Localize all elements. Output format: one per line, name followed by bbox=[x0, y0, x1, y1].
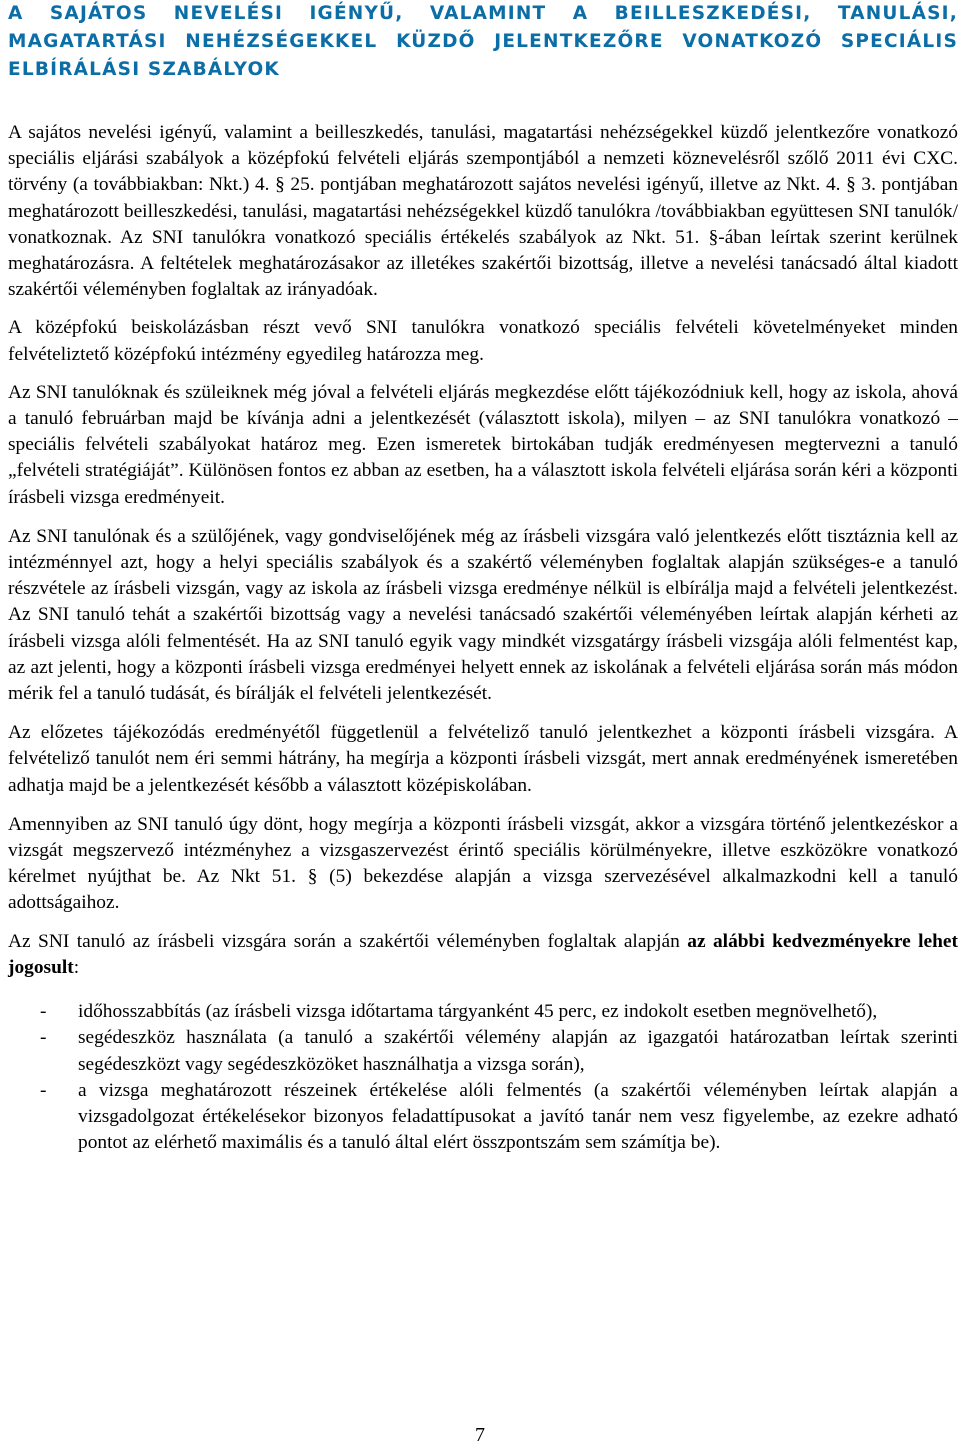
list-item bbox=[8, 1078, 958, 1157]
list-dash: - bbox=[40, 1027, 47, 1049]
benefits-intro-text: Az SNI tanuló az írásbeli vizsgára során a szakértői véleményben foglaltak alapján bbox=[8, 930, 688, 952]
paragraph-exam-request: Amennyiben az SNI tanuló úgy dönt, hogy megírja a központi írásbeli vizsgát, akkor a vizsgára történő jelentkezéskor a vizsgát megszervező intézményhez a vizsgaszervezést érintő speciális körülményekre, illetve eszközökre vonatkozó kérelmet nyújthat be. Az Nkt 51. § (5) bekezdése alapján a vizsga szervezésével alkalmazkodni kell a tanuló adottságaihoz. bbox=[8, 813, 958, 914]
paragraph-benefits-intro bbox=[8, 929, 958, 981]
paragraph-exam-exemption: Az SNI tanulónak és a szülőjének, vagy gondviselőjének még az írásbeli vizsgára való jelentkezés előtt tisztáznia kell az intézménnyel azt, hogy a helyi speciális szabályok és a szakértő véleményben foglaltak alapján szükséges-e a tanuló részvétele az írásbeli vizsgán, vagy az iskola az írásbeli vizsga eredménye nélkül is elbírálja majd a felvételi jelentkezést. Az SNI tanuló tehát a szakértői bizottság vagy a nevelési tanácsadó szakértői véleményében leírtak alapján kérheti az írásbeli vizsga alóli felmentését. Ha az SNI tanuló egyik vagy mindkét vizsgatárgy írásbeli vizsgája alóli felmentést kap, az azt jelenti, hogy a központi írásbeli vizsga eredményei helyett ennek az iskolának a felvételi eljárása során más módon mérik fel a tanuló tudását, és bírálják el felvételi jelentkezését. bbox=[8, 525, 958, 705]
list-item-text: a vizsga meghatározott részeinek értékelése alóli felmentés (a szakértői véleményben leírtak alapján a vizsgadolgozat értékelésekor bizonyos feladattípusokat a javító tanár nem vesz figyelembe, az ezekre adható pontot az elérhető maximális és a tanuló által elért összpontszám sem számítja be). bbox=[78, 1079, 958, 1154]
list-item bbox=[8, 1025, 958, 1077]
benefits-intro-emphasis: az alábbi kedvezményekre lehet jogosult bbox=[8, 930, 958, 978]
list-dash: - bbox=[40, 1001, 47, 1023]
benefits-list bbox=[8, 999, 958, 1156]
paragraph-early-inquiry: Az SNI tanulóknak és szüleiknek még jóval a felvételi eljárás megkezdése előtt tájékozódniuk kell, hogy az iskola, ahová a tanuló februárban majd be kívánja adni a jelentkezését (választott iskola), milyen – az SNI tanulókra vonatkozó – speciális felvételi szabályokat határoz meg. Ezen ismeretek birtokában tudják eredményesen megtervezni a tanuló „felvételi stratégiáját”. Különösen fontos ez abban az esetben, ha a választott iskola felvételi eljárása során kéri a központi írásbeli vizsga eredményeit. bbox=[8, 381, 958, 508]
page-number: 7 bbox=[475, 1424, 485, 1446]
list-item-text: időhosszabbítás (az írásbeli vizsga időtartama tárgyanként 45 perc, ez indokolt esetben megnövelhető), bbox=[78, 1001, 878, 1023]
paragraph-sni-rules: A sajátos nevelési igényű, valamint a beilleszkedés, tanulási, magatartási nehézségekkel küzdő jelentkezőre vonatkozó speciális eljárási szabályok a középfokú felvételi eljárás szempontjából a nemzeti köznevelésről szőlő 2011 évi CXC. törvény (a továbbiakban: Nkt.) 4. § 25. pontjában meghatározott sajátos nevelési igényű, illetve az Nkt. 4. § 3. pontjában meghatározott beilleszkedési, tanulási, magatartási nehézségekkel küzdő tanulókra /továbbiakban együttesen SNI tanulók/ vonatkoznak. Az SNI tanulókra vonatkozó speciális értékelés szabályok az Nkt. 51. §-ában leírtak szerint kerülnek meghatározásra. A feltételek meghatározásakor az illetékes szakértői bizottság, illetve a nevelési tanácsadó által kiadott szakértői véleményben foglaltak az irányadóak. bbox=[8, 122, 958, 301]
list-dash: - bbox=[40, 1079, 47, 1101]
list-item bbox=[8, 999, 958, 1025]
paragraph-special-requirements: A középfokú beiskolázásban részt vevő SNI tanulókra vonatkozó speciális felvételi követelményeket minden felvételiztető középfokú intézmény egyedileg határozza meg. bbox=[8, 317, 958, 365]
section-heading: A SAJÁTOS NEVELÉSI IGÉNYŰ, VALAMINT A BEILLESZKEDÉSI, TANULÁSI, MAGATARTÁSI NEHÉZSÉGEKKEL KÜZDŐ JELENTKEZŐRE VONATKOZÓ SPECIÁLIS ELBÍRÁLÁSI SZABÁLYOK bbox=[8, 3, 958, 80]
benefits-intro-colon: : bbox=[73, 956, 80, 978]
list-item-text: segédeszköz használata (a tanuló a szakértői vélemény alapján az igazgatói határozatban leírtak szerinti segédeszközt vagy segédeszközöket használhatja a vizsga során), bbox=[78, 1027, 958, 1075]
paragraph-optional-exam: Az előzetes tájékozódás eredményétől függetlenül a felvételiző tanuló jelentkezhet a központi írásbeli vizsgára. A felvételiző tanulót nem éri semmi hátrány, ha megírja a központi írásbeli vizsgát, mert annak eredményének ismeretében adhatja majd be a jelentkezését később a választott középiskolában. bbox=[8, 722, 958, 796]
document-page bbox=[8, 0, 958, 1156]
